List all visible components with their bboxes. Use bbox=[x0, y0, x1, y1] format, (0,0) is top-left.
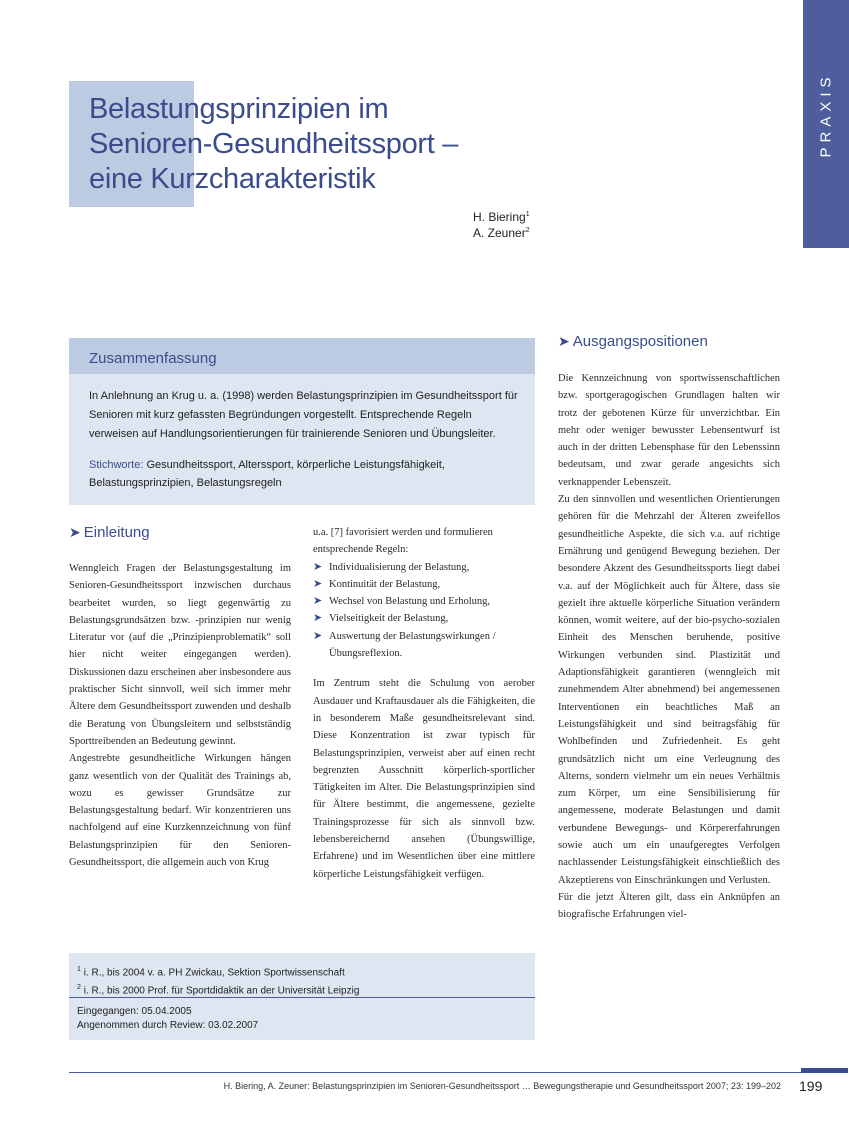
summary-heading: Zusammenfassung bbox=[89, 350, 217, 367]
paragraph: Wenngleich Fragen der Belastungsgestaltung im Senioren-Gesundheitssport inzwischen durchaus bearbeitet wurden, so liegt gegenwärtig zu Belastungsgrundsätzen bzw. -prinzipien nur wenig Literatur vor (auf die „Prinzipienproblematik“ soll hier nicht weiter eingegangen werden). Diskussionen dazu erscheinen aber insbesondere aus praktischer Sicht sinnvoll, weil sich immer mehr Ältere dem Gesundheitssport zuwenden und deshalb die Beratung von Übungsleitern und selbstständig Sporttreibenden an Bedeutung gewinnt. bbox=[69, 563, 291, 747]
author: A. Zeuner$^2$ bbox=[473, 226, 530, 240]
list-item: ➤ Auswertung der Belastungswirkungen / Übungsreflexion. bbox=[313, 629, 496, 660]
arrow-icon: ➤ bbox=[69, 524, 81, 540]
author-list bbox=[473, 208, 530, 240]
footer-accent bbox=[801, 1068, 848, 1073]
paragraph: Im Zentrum steht die Schulung von aerober Ausdauer und Kraftausdauer als die Fähigkeiten, die in besonderem Maße gesundheitsrelevant sind. Diese Konzentration ist zwar typisch für Belastungsprinzipien, verweist aber auf einen recht begrenzten Ausschnitt körperlich-sportlicher Tätigkeiten im Alter. Die Belastungsprinzipien sind für Ältere bestimmt, die angemessene, gezielte Trainingsprozesse für sich als sinnvoll bzw. lebensbereichernd ansehen (Übungswillige, Erfahrene) und im Wesentlichen über eine mittlere körperliche Leistungsfähigkeit verfügen. bbox=[313, 678, 535, 880]
author-affiliations bbox=[77, 962, 359, 999]
arrow-icon: ➤ bbox=[558, 333, 570, 349]
list-item: ➤ Kontinuität der Belastung, bbox=[313, 576, 535, 593]
paragraph: Zu den sinnvollen und wesentlichen Orientierungen gehören für die Mehrzahl der Älteren zweifellos gesundheitliche Aspekte, die sich v.a. auf richtige Ernährung und genügend Bewegung beziehen. Der besondere Akzent des Gesundheitssports liegt dabei v.a. auf der Möglichkeit auch für Ältere, dass sie gezielt ihre aktuelle körperliche Situation verändern können, womit weitere, auf der bio-psycho-sozialen Einheit des Menschen beruhende, positive Wirkungen verbunden sind. Plastizität und Adaptionsfähigkeit garantieren (wenngleich mit zunehmendem Alter abnehmend) bei angemessenen Interventionen ein beachtliches Maß an Leistungsfähigkeit und sind beitragsfähig für Wohlbefinden und Zufriedenheit. Es geht grundsätzlich nicht um eine Verleugnung des Alterns, sondern vielmehr um ein neues Verhältnis zum Körper, um eine Sensibilisierung für angemessene, moderate Belastungen und damit verbundene Bewegungs- und Körpererfahrungen sowie auch um ein unaufgeregtes Verfolgen nachlassender Leistungsfähigkeit einschließlich des Akzeptierens von Einschränkungen und Verlusten. bbox=[558, 494, 780, 886]
footer-citation: H. Biering, A. Zeuner: Belastungsprinzipien im Senioren-Gesundheitssport … Bewegungstherapie und Gesundheitssport 2007; 23: 199–202 bbox=[223, 1081, 781, 1091]
keywords bbox=[89, 456, 519, 492]
principles-list bbox=[313, 559, 535, 663]
keywords-list: Gesundheitssport, Alterssport, körperliche Leistungsfähigkeit, Belastungsprinzipien, Belastungsregeln bbox=[89, 459, 445, 489]
arrow-icon: ➤ bbox=[313, 577, 323, 590]
list-item: ➤ Wechsel von Belastung und Erholung, bbox=[313, 593, 535, 610]
arrow-icon: ➤ bbox=[313, 560, 323, 573]
author: H. Biering$^1$ bbox=[473, 210, 530, 224]
text-column-3 bbox=[558, 370, 780, 924]
arrow-icon: ➤ bbox=[313, 629, 323, 642]
list-item: ➤ Vielseitigkeit der Belastung, bbox=[313, 610, 535, 627]
summary-text: In Anlehnung an Krug u. a. (1998) werden Belastungsprinzipien im Gesundheitssport für Senioren mit kurz gefassten Begründungen vorgestellt. Entsprechende Regeln verweisen auf Handlungsorientierungen für trainierende Senioren und Übungsleiter. bbox=[89, 390, 518, 440]
arrow-icon: ➤ bbox=[313, 595, 323, 608]
submission-dates bbox=[77, 1005, 258, 1033]
arrow-icon: ➤ bbox=[313, 612, 323, 625]
section-heading-ausgangspositionen: ➤ Ausgangspositionen bbox=[558, 333, 708, 350]
paragraph: Angestrebte gesundheitliche Wirkungen hängen ganz wesentlich von der Qualität des Trainings ab, wozu es gewisser Grundsätze zur Belastungsgestaltung bedarf. Wir konzentrieren uns nachfolgend auf eine Kurzkennzeichnung von fünf Belastungsprinzipien für den Senioren-Gesundheitssport, die allgemein auch von Krug bbox=[69, 753, 291, 869]
text-column-1 bbox=[69, 560, 291, 871]
list-item: ➤ Individualisierung der Belastung, bbox=[313, 559, 535, 576]
section-heading-einleitung: ➤ Einleitung bbox=[69, 524, 150, 541]
paragraph: Für die jetzt Älteren gilt, dass ein Anknüpfen an biografische Erfahrungen viel- bbox=[558, 891, 780, 921]
keywords-label: Stichworte: bbox=[89, 459, 144, 471]
section-tab bbox=[803, 0, 849, 248]
title-line: Senioren-Gesundheitssport – bbox=[89, 128, 459, 160]
article-title bbox=[89, 92, 559, 197]
title-line: Belastungsprinzipien im bbox=[89, 93, 389, 125]
text-column-2 bbox=[313, 524, 535, 883]
page-number: 199 bbox=[799, 1078, 823, 1094]
title-line: eine Kurzcharakteristik bbox=[89, 163, 376, 195]
affiliation: $^2$ i. R., bis 2000 Prof. für Sportdidaktik an der Universität Leipzig bbox=[77, 984, 360, 997]
footer-rule bbox=[69, 1072, 848, 1073]
section-tab-label: PRAXIS bbox=[817, 72, 835, 158]
accepted-date: Angenommen durch Review: 03.02.2007 bbox=[77, 1020, 259, 1031]
affiliation: $^1$ i. R., bis 2004 v. a. PH Zwickau, Sektion Sportwissenschaft bbox=[77, 966, 345, 979]
paragraph: u.a. [7] favorisiert werden und formulieren entsprechende Regeln: bbox=[313, 527, 493, 556]
paragraph: Die Kennzeichnung von sportwissenschaftlichen bzw. sportgeragogischen Grundlagen halten wir trotz der gebotenen Kürze für unverzichtbar. Ein mehr oder weniger bewusster Lebensentwurf ist auch in der dritten Lebensphase für den Lebenssinn bedeutsam, und zwar gerade angesichts sich verknappender Lebenszeit. bbox=[558, 373, 780, 488]
received-date: Eingegangen: 05.04.2005 bbox=[77, 1006, 192, 1017]
